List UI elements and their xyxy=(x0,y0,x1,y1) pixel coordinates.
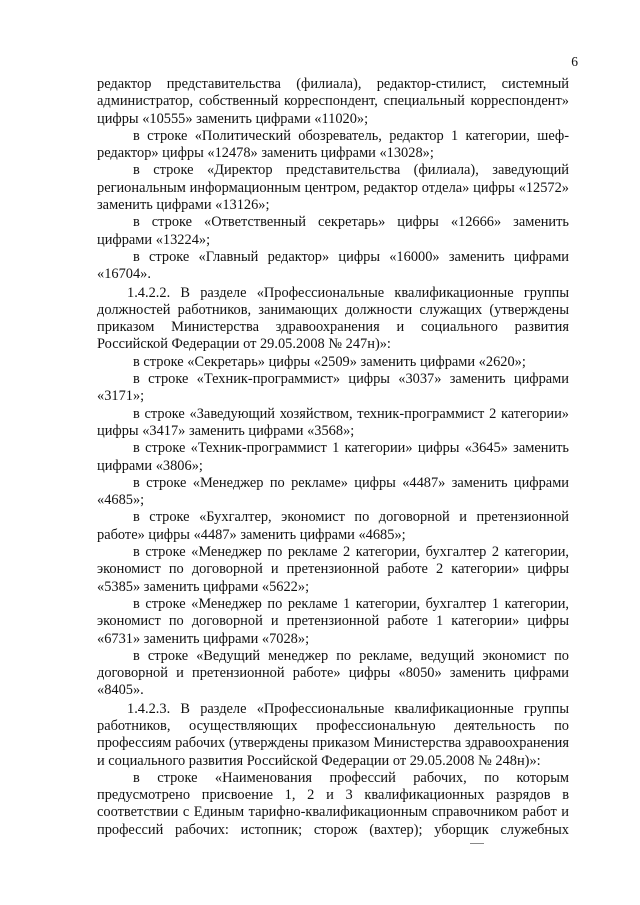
page-number: 6 xyxy=(571,54,578,69)
list-item: в строке «Политический обозреватель, редактор 1 категории, шеф-редактор» цифры «12478» заменить цифрами «13028»; xyxy=(97,127,569,162)
list-item: в строке «Наименования профессий рабочих, по которым предусмотрено присвоение 1, 2 и 3 квалификационных разрядов в соответствии с Единым тарифно-квалификационным справочником работ и профессий рабочих: истопник; сторож (вахтер); уборщик служебных xyxy=(97,769,569,838)
list-item: в строке «Главный редактор» цифры «16000» заменить цифрами «16704». xyxy=(97,248,569,283)
paragraph-continuation: редактор представительства (филиала), редактор-стилист, системный администратор, собственный корреспондент, специальный корреспондент» цифры «10555» заменить цифрами «11020»; xyxy=(97,76,569,127)
list-item: в строке «Техник-программист 1 категории» цифры «3645» заменить цифрами «3806»; xyxy=(97,440,569,474)
list-item: в строке «Менеджер по рекламе 1 категории, бухгалтер 1 категории, экономист по договорной и претензионной работе 1 категории» цифры «6731» заменить цифрами «7028»; xyxy=(97,595,569,647)
list-item: в строке «Секретарь» цифры «2509» заменить цифрами «2620»; xyxy=(133,353,526,370)
list-item: в строке «Ведущий менеджер по рекламе, ведущий экономист по договорной и претензионной работе» цифры «8050» заменить цифрами «8405». xyxy=(97,647,569,699)
list-item: в строке «Бухгалтер, экономист по договорной и претензионной работе» цифры «4487» заменить цифрами «4685»; xyxy=(97,509,569,543)
document-body xyxy=(97,76,569,839)
list-item: в строке «Техник-программист» цифры «3037» заменить цифрами «3171»; xyxy=(97,371,569,405)
list-item: в строке «Заведующий хозяйством, техник-программист 2 категории» цифры «3417» заменить цифрами «3568»; xyxy=(97,405,569,439)
section-heading-1-4-2-2: 1.4.2.2. В разделе «Профессиональные квалификационные группы должностей работников, занимающих должности служащих (утверждены приказом Министерства здравоохранения и социального развития Российской Федерации от 29.05.2008 № 247н)»: xyxy=(97,284,569,353)
section-heading-1-4-2-3: 1.4.2.3. В разделе «Профессиональные квалификационные группы работников, осуществляющих профессиональную деятельность по профессиям рабочих (утверждены приказом Министерства здравоохранения и социального развития Российской Федерации от 29.05.2008 № 248н)»: xyxy=(97,700,569,769)
list-item: в строке «Менеджер по рекламе 2 категории, бухгалтер 2 категории, экономист по договорной и претензионной работе 2 категории» цифры «5385» заменить цифрами «5622»; xyxy=(97,544,569,595)
scan-mark xyxy=(470,843,484,844)
list-item: в строке «Ответственный секретарь» цифры «12666» заменить цифрами «13224»; xyxy=(97,214,569,248)
list-item: в строке «Менеджер по рекламе» цифры «4487» заменить цифрами «4685»; xyxy=(97,474,569,509)
list-item: в строке «Директор представительства (филиала), заведующий региональным информационным центром, редактор отдела» цифры «12572» заменить цифрами «13126»; xyxy=(97,162,569,214)
